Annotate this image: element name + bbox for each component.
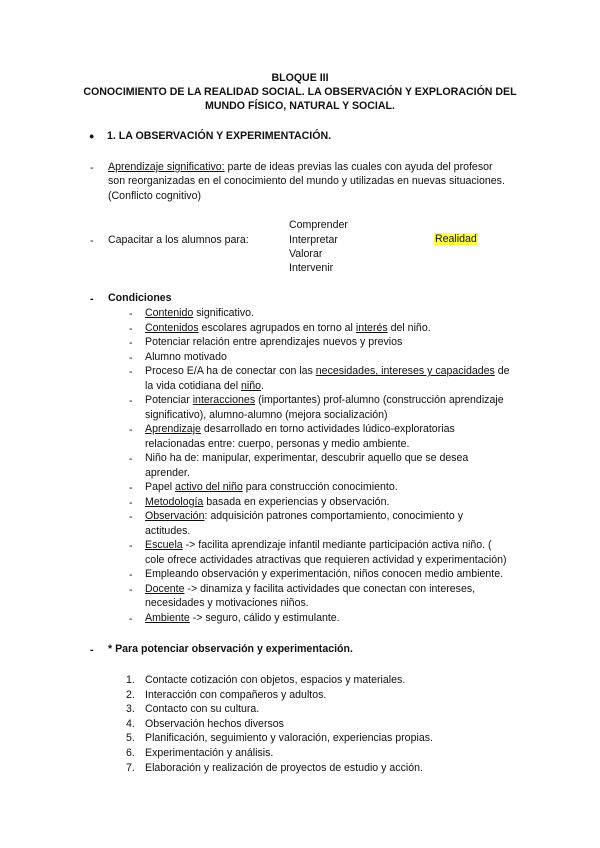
item-text: basada en experiencias y observación.: [203, 495, 390, 508]
underlined-term: activo del niño: [175, 481, 243, 493]
dash: -: [129, 395, 133, 407]
condicion-item: [145, 568, 503, 580]
condicion-item: [145, 496, 389, 508]
item-text: -> seguro, cálido y estimulante.: [189, 611, 340, 624]
dash: -: [129, 322, 133, 335]
item-text: Proceso E/A ha de conectar con las: [145, 365, 316, 377]
item-text: de: [494, 365, 510, 377]
item-text: Alumno motivado: [145, 350, 227, 363]
underlined-term: Aprendizaje: [145, 423, 201, 435]
item-text: para construcción conocimiento.: [242, 481, 398, 493]
condicion-item-continued: [145, 409, 388, 421]
item-text: escolares agrupados en torno al: [198, 321, 356, 334]
verb-2: Interpretar: [289, 234, 338, 246]
section-heading: 1. LA OBSERVACIÓN Y EXPERIMENTACIÓN.: [107, 130, 332, 142]
bullet-icon: ●: [89, 131, 95, 141]
underlined-term: Docente: [145, 582, 185, 595]
item-text: Papel: [145, 481, 176, 493]
document-subtitle-line2: MUNDO FÍSICO, NATURAL Y SOCIAL.: [205, 100, 395, 112]
item-text: (importantes) prof-alumno (construcción aprendizaje: [255, 394, 504, 406]
dash: -: [129, 511, 133, 523]
condicion-item: [145, 481, 398, 493]
dash: -: [129, 453, 133, 465]
underlined-term: Contenidos: [145, 321, 199, 334]
list-item: Contacto con su cultura.: [145, 703, 260, 716]
item-text: : adquisición patrones comportamiento, conocimiento y: [204, 510, 463, 522]
underlined-term: Ambiente: [145, 611, 190, 624]
item-text: Potenciar: [145, 394, 193, 406]
condicion-item-continued: [145, 438, 409, 450]
dash: -: [90, 644, 94, 656]
item-text: cole ofrece actividades atractivas que requieren actividad y experimentación): [145, 553, 507, 566]
dash: -: [90, 162, 94, 174]
underlined-term: interés: [355, 321, 388, 334]
condicion-item: [145, 612, 340, 624]
document-title: BLOQUE III: [271, 72, 329, 84]
potenciar-heading: * Para potenciar observación y experimentación.: [108, 643, 353, 655]
list-item: Observación hechos diversos: [145, 717, 284, 730]
dash: -: [129, 482, 133, 494]
condicion-item-continued: [145, 597, 309, 609]
condicion-item-continued: [145, 380, 264, 392]
item-text: la vida cotidiana del: [145, 379, 241, 392]
dash: -: [129, 337, 133, 349]
dash: -: [129, 351, 133, 364]
item-text: actitudes.: [145, 524, 191, 537]
item-text: Empleando observación y experimentación, niños conocen medio ambiente.: [145, 568, 504, 580]
condicion-item-continued: [145, 554, 507, 566]
condicion-item: [145, 307, 254, 319]
condicion-item: [145, 510, 463, 522]
item-text: .: [261, 379, 264, 392]
item-text: relacionadas entre: cuerpo, personas y medio ambiente.: [145, 437, 410, 450]
underlined-term: niño: [241, 379, 262, 392]
list-item: Experimentación y análisis.: [145, 747, 274, 759]
aprendizaje-line1: [108, 161, 493, 173]
item-text: del niño.: [387, 321, 431, 334]
dash: -: [90, 293, 94, 305]
condicion-item: [145, 583, 475, 595]
condicion-item: [145, 452, 468, 464]
underlined-term: Observación: [145, 510, 205, 522]
verb-4: Intervenir: [289, 262, 334, 274]
document-subtitle-line1: CONOCIMIENTO DE LA REALIDAD SOCIAL. LA OBSERVACIÓN Y EXPLORACIÓN DEL: [83, 86, 517, 98]
dash: -: [129, 612, 133, 625]
item-text: aprender.: [145, 466, 190, 479]
condiciones-heading: Condiciones: [108, 292, 172, 304]
underlined-term: Contenido: [145, 307, 194, 319]
condicion-item: [145, 365, 510, 377]
term: Aprendizaje significativo:: [108, 161, 225, 173]
highlighted-word: Realidad: [435, 233, 477, 245]
list-number: 6.: [126, 747, 135, 759]
underlined-term: Escuela: [145, 539, 183, 551]
dash: -: [129, 540, 133, 552]
list-item: Planificación, seguimiento y valoración, experiencias propias.: [145, 732, 433, 745]
dash: -: [129, 583, 133, 596]
verb-1: Comprender: [289, 219, 348, 231]
text: parte de ideas previas las cuales con ayuda del profesor: [224, 161, 493, 173]
dash: -: [129, 424, 133, 436]
condicion-item: [145, 423, 455, 435]
list-item: Contacte cotización con objetos, espacios y materiales.: [145, 674, 406, 686]
list-number: 5.: [126, 732, 135, 745]
list-number: 7.: [126, 761, 135, 774]
list-number: 1.: [126, 674, 135, 686]
dash: -: [129, 366, 133, 378]
underlined-term: necesidades, intereses y capacidades: [315, 365, 495, 377]
condicion-item: [145, 394, 504, 406]
condicion-item: [145, 322, 431, 334]
dash: -: [129, 569, 133, 581]
list-number: 2.: [126, 688, 135, 701]
condicion-item-continued: [145, 467, 190, 479]
underlined-term: interacciones: [192, 394, 256, 406]
capacitar-label: Capacitar a los alumnos para:: [108, 234, 249, 246]
list-number: 3.: [126, 703, 135, 716]
condicion-item-continued: [145, 525, 190, 537]
verb-3: Valorar: [289, 248, 323, 260]
item-text: desarrollado en torno actividades lúdico-exploratorias: [200, 423, 455, 435]
list-item: Interacción con compañeros y adultos.: [145, 688, 327, 701]
aprendizaje-line3: (Conflicto cognitivo): [108, 190, 202, 202]
item-text: -> dinamiza y facilita actividades que conectan con intereses,: [184, 582, 476, 595]
item-text: significativo.: [193, 307, 254, 319]
condicion-item: [145, 336, 402, 348]
condicion-item: [145, 539, 492, 551]
underlined-term: Metodología: [145, 495, 204, 508]
item-text: necesidades y motivaciones niños.: [145, 597, 309, 609]
list-number: 4.: [126, 717, 135, 730]
condicion-item: [145, 351, 227, 363]
dash: -: [129, 496, 133, 509]
list-item: Elaboración y realización de proyectos de estudio y acción.: [145, 761, 423, 774]
dash: -: [129, 308, 133, 320]
item-text: significativo), alumno-alumno (mejora socialización): [145, 408, 388, 421]
dash: -: [90, 235, 94, 247]
item-text: Potenciar relación entre aprendizajes nuevos y previos: [145, 336, 403, 348]
aprendizaje-line2: son reorganizadas en el conocimiento del mundo y utilizadas en nuevas situaciones.: [108, 175, 505, 187]
item-text: Niño ha de: manipular, experimentar, descubrir aquello que se desea: [145, 452, 469, 464]
item-text: -> facilita aprendizaje infantil mediante participación activa niño. (: [182, 539, 492, 551]
